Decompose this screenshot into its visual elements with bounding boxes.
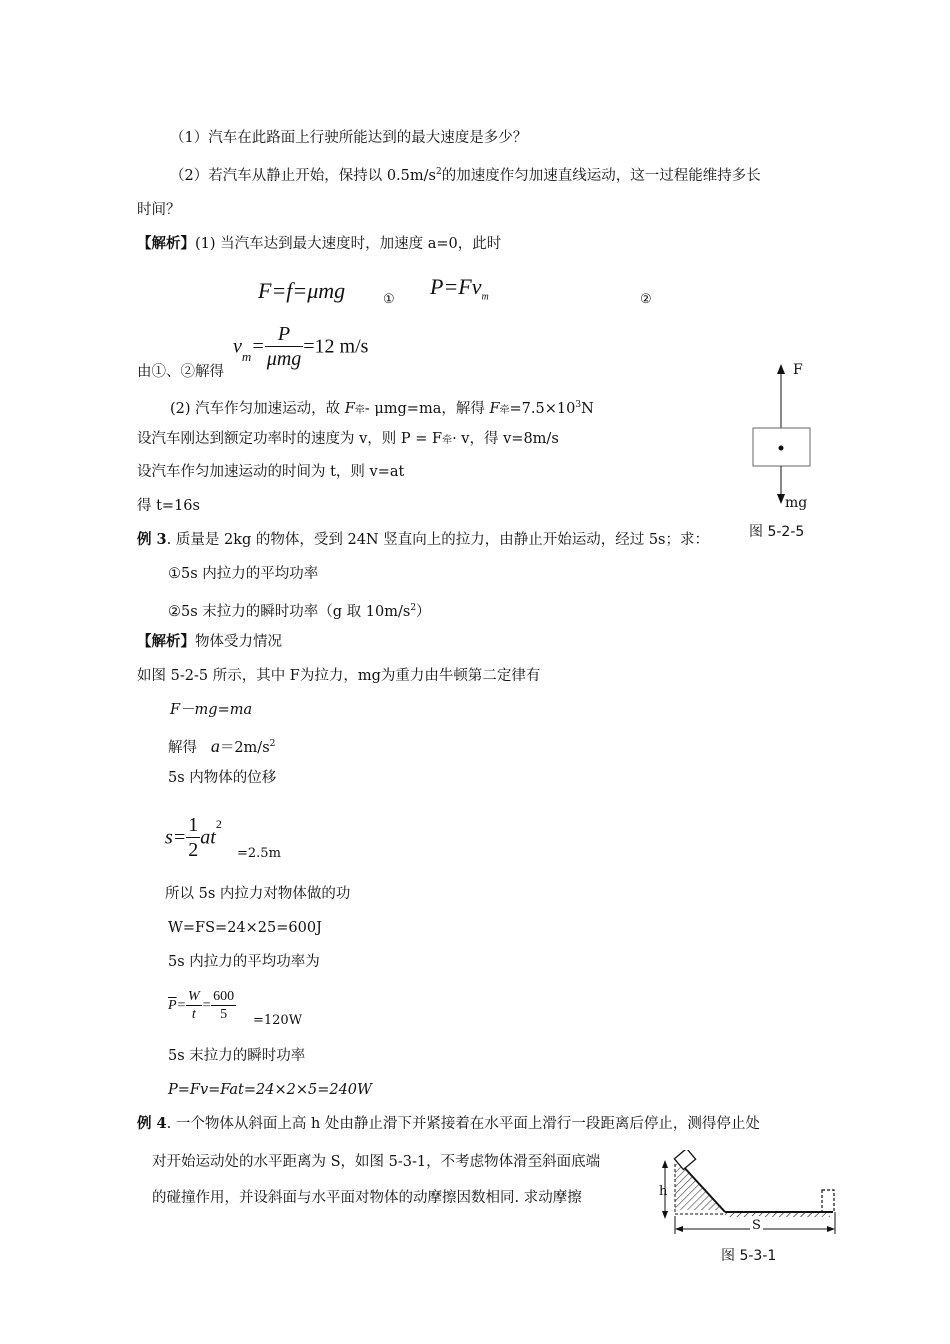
time-result: 得 t=16s <box>137 498 200 514</box>
equation-3-denominator: μmg <box>266 348 302 370</box>
velocity-line <box>137 429 559 451</box>
solution-1-line <box>137 234 501 254</box>
height-arrow-up-icon <box>662 1160 668 1168</box>
example-4-line-2: 对开始运动处的水平距离为 S，如图 5-3-1，不考虑物体滑至斜面底端 <box>152 1154 601 1170</box>
solution-3-text: 物体受力情况 <box>195 634 282 650</box>
equation-2-main: P=Fv <box>430 274 482 299</box>
solution-1-text: (1) 当汽车达到最大速度时，加速度 a=0，此时 <box>195 236 502 252</box>
power-denominator-1: t <box>191 1007 196 1022</box>
instant-power-text: 5s 末拉力的瞬时功率 <box>168 1048 306 1064</box>
example-4-tag: 例 4 <box>137 1115 167 1132</box>
example-3-tag: 例 3 <box>137 531 167 548</box>
solve-label: 解得 <box>168 739 197 756</box>
question-2-text-b: 的加速度作匀加速直线运动，这一过程能维持多长 <box>441 167 761 184</box>
example-3 <box>137 530 709 550</box>
example-4 <box>137 1114 760 1134</box>
end-block <box>822 1190 834 1212</box>
height-label: h <box>659 1184 668 1199</box>
solution-2-value: =7.5×10 <box>509 400 576 417</box>
solution-2-text-b: - μmg=ma，解得 <box>364 400 485 417</box>
displacement-equation <box>165 812 222 862</box>
equation-2-sub: m <box>481 291 489 303</box>
from-text: 由①、②解得 <box>137 364 224 380</box>
velocity-text-a: 设汽车刚达到额定功率时的速度为 v，则 P = F <box>137 431 443 447</box>
solution-3-desc: 如图 5-2-5 所示，其中 F为拉力，mg为重力由牛顿第二定律有 <box>137 668 541 684</box>
velocity-sub-qian: 牵 <box>442 435 453 446</box>
solution-2-F: F <box>344 400 355 417</box>
acceleration-value: ＝2m/s <box>219 739 270 756</box>
question-1: （1）汽车在此路面上行驶所能达到的最大速度是多少？ <box>170 130 528 146</box>
power-lhs: $\overline{P}$ <box>168 998 177 1013</box>
example-3-q2 <box>168 598 431 622</box>
force-label-F: F <box>793 362 803 378</box>
solution-2-text-a: (2) 汽车作匀加速运动，故 <box>170 400 341 417</box>
force-label-mg: mg <box>785 495 808 511</box>
question-2-text-a: （2）若汽车从静止开始，保持以 0.5m/s <box>170 167 436 184</box>
power-denominator-2: 5 <box>220 1007 228 1022</box>
center-dot <box>779 446 784 451</box>
example-3-q2-sup: 2 <box>410 603 417 613</box>
distance-arrow-left-icon <box>675 1226 683 1232</box>
instant-power-equation: P=Fv=Fat=24×2×5=240W <box>168 1082 372 1098</box>
acceleration-line <box>168 734 275 758</box>
average-power-equation: $\overline{P}=$ $\frac{W}{t}$ = $\frac{600}{5}$ <box>168 989 235 1022</box>
distance-label: S <box>750 1216 763 1236</box>
figure-5-2-5-caption: 图 5-2-5 <box>749 524 805 540</box>
solution-2-F-2: F <box>489 400 500 417</box>
displacement-text: 5s 内物体的位移 <box>168 770 277 786</box>
solution-2-sub-qian-2: 牵 <box>499 404 510 416</box>
incline-diagram <box>655 1150 845 1270</box>
power-numerator-1: W <box>188 989 200 1004</box>
question-2-cont: 时间？ <box>137 202 181 218</box>
example-3-q2-text: ②5s 末拉力的瞬时功率（g 取 10m/s <box>168 603 411 620</box>
solution-3-line <box>137 632 282 652</box>
displacement-value: =2.5m <box>237 846 281 861</box>
equation-2-marker: ② <box>640 292 652 307</box>
question-2 <box>170 162 761 186</box>
acceleration-sup: 2 <box>269 739 276 749</box>
work-text: 所以 5s 内拉力对物体做的功 <box>165 886 351 902</box>
solution-2-sub-qian: 牵 <box>354 404 365 416</box>
force-diagram <box>745 360 825 540</box>
example-4-text-a: . 一个物体从斜面上高 h 处由静止滑下并紧接着在水平面上滑行一段距离后停止，测得停止处 <box>166 1116 760 1132</box>
equation-3-lhs: v <box>233 335 242 358</box>
time-line: 设汽车作匀加速运动的时间为 t，则 v=at <box>137 464 405 480</box>
displacement-sup: 2 <box>215 817 222 831</box>
question-2-sup: 2 <box>435 167 442 177</box>
power-numerator-2: 600 <box>213 989 235 1004</box>
down-arrow-icon <box>777 494 785 504</box>
distance-arrow-right-icon <box>827 1226 835 1232</box>
equation-3: $v_m=$ $\frac{P}{\text{μmg}}$ =12 m/s <box>233 323 369 370</box>
height-arrow-down-icon <box>662 1211 668 1219</box>
displacement-denominator: 2 <box>188 838 199 861</box>
displacement-numerator: 1 <box>188 813 199 836</box>
newton-equation: F－mg=ma <box>170 702 253 718</box>
example-3-q2-close: ） <box>416 603 431 620</box>
figure-5-3-1-caption: 图 5-3-1 <box>721 1248 777 1264</box>
equation-1: F=f=μmg <box>258 278 346 303</box>
equation-1-marker: ① <box>383 292 395 307</box>
acceleration-symbol: a <box>210 735 220 756</box>
example-3-text: . 质量是 2kg 的物体，受到 24N 竖直向上的拉力，由静止开始运动，经过 5s；求： <box>166 532 710 548</box>
displacement-lhs: s= <box>165 826 187 849</box>
equation-3-numerator: P <box>265 322 303 347</box>
velocity-text-b: · v，得 v=8m/s <box>452 431 559 447</box>
solution-2-exp: 3 <box>575 400 582 410</box>
equation-3-rhs: =12 m/s <box>303 335 369 358</box>
work-equation: W=FS=24×25=600J <box>168 920 322 936</box>
example-4-line-3: 的碰撞作用，并设斜面与水平面对物体的动摩擦因数相同. 求动摩擦 <box>152 1190 582 1206</box>
equation-2 <box>430 274 489 310</box>
solution-2-line <box>170 395 594 421</box>
solution-3-tag: 【解析】 <box>137 633 195 650</box>
equation-3-sub: m <box>241 349 252 365</box>
solution-tag: 【解析】 <box>137 235 195 252</box>
example-3-q1: ①5s 内拉力的平均功率 <box>168 566 319 582</box>
solution-2-unit: N <box>581 400 594 417</box>
displacement-at: at <box>200 826 216 849</box>
up-arrow-icon <box>777 364 785 374</box>
average-power-value: =120W <box>253 1013 303 1028</box>
average-power-text: 5s 内拉力的平均功率为 <box>168 954 320 970</box>
